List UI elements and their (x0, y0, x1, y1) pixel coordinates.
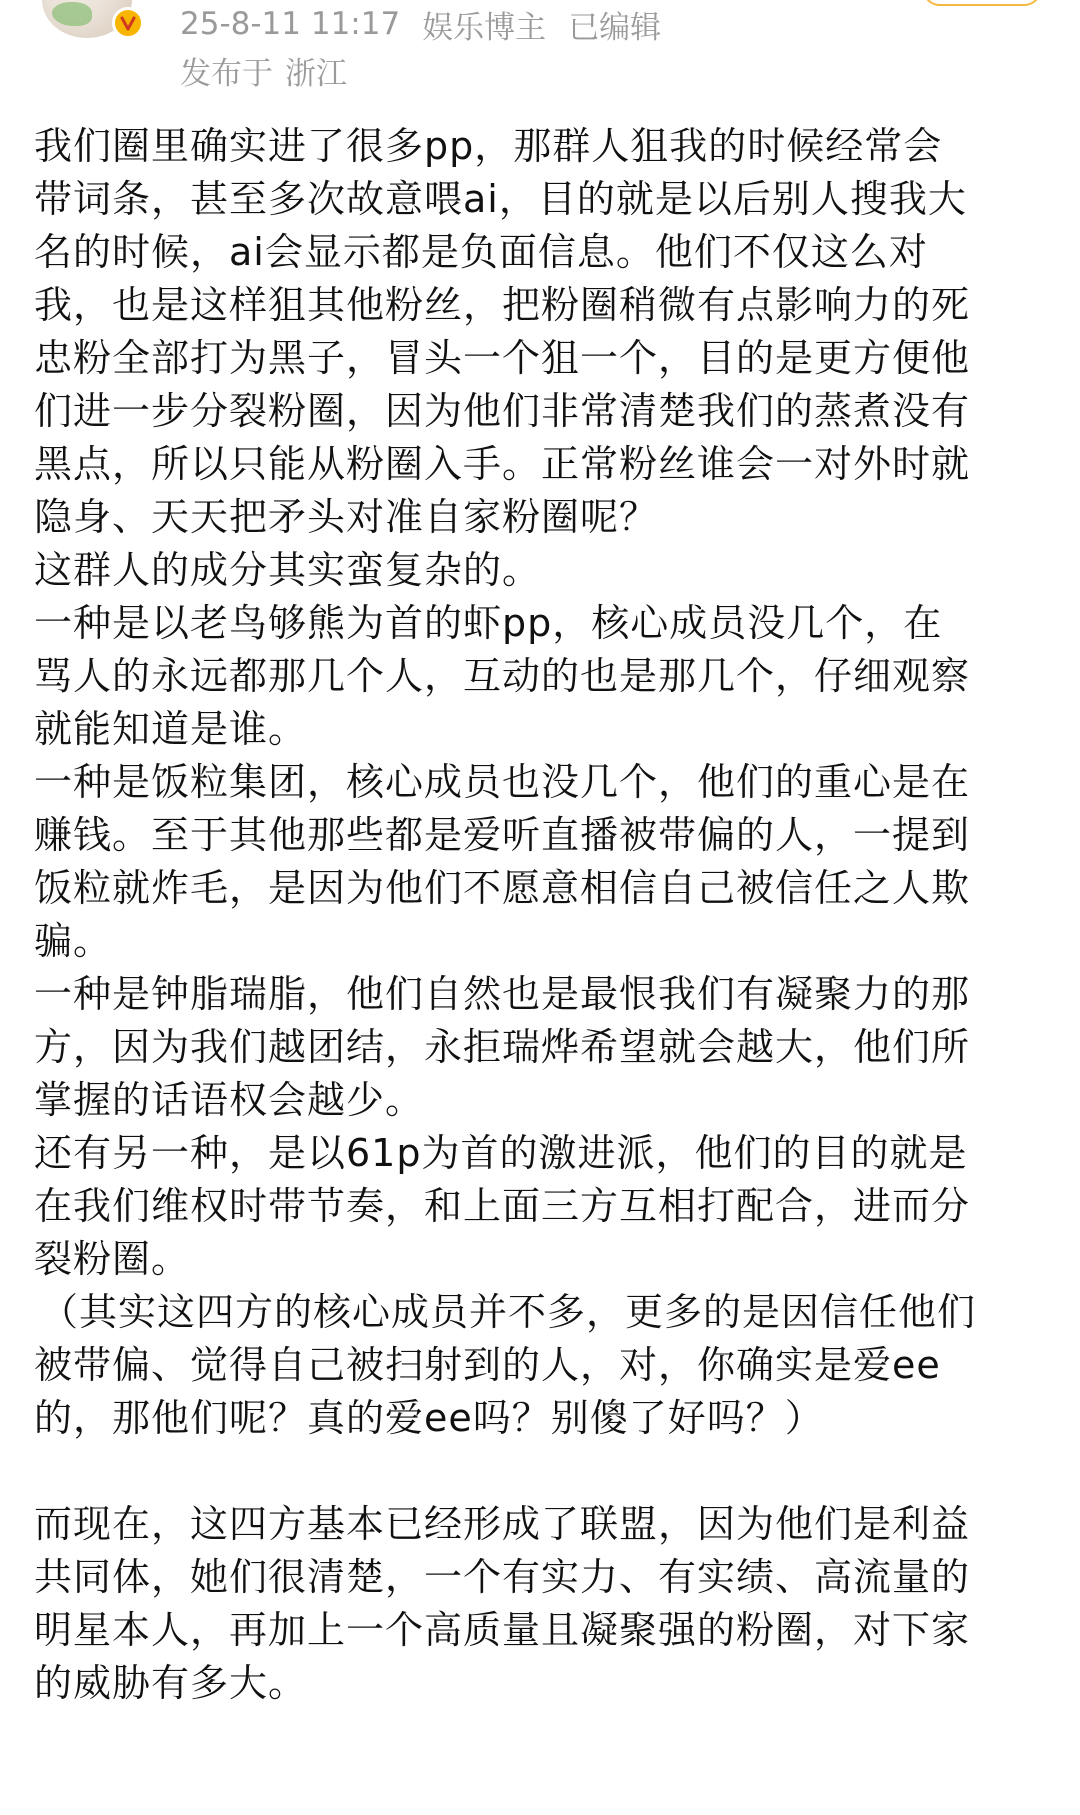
post-text-line: 饭粒就炸毛，是因为他们不愿意相信自己被信任之人欺 (34, 866, 971, 910)
post-text-line: 方，因为我们越团结，永拒瑞烨希望就会越大，他们所 (34, 1025, 971, 1069)
post-text-line: 黑点，所以只能从粉圈入手。正常粉丝谁会一对外时就 (34, 442, 971, 486)
post-text-line: 裂粉圈。 (34, 1237, 191, 1281)
post-text-line: 在我们维权时带节奏，和上面三方互相打配合，进而分 (34, 1184, 971, 1228)
post-text-line: 一种是饭粒集团，核心成员也没几个，他们的重心是在 (34, 760, 971, 804)
post-text-line: 明星本人，再加上一个高质量且凝聚强的粉圈，对下家 (34, 1608, 971, 1652)
post-text-line: 就能知道是谁。 (34, 707, 308, 751)
post-text-line: 还有另一种，是以61p为首的激进派，他们的目的就是 (34, 1131, 968, 1175)
post-body (34, 120, 1046, 1710)
post-text-line: 一种是钟脂瑞脂，他们自然也是最恨我们有凝聚力的那 (34, 972, 971, 1016)
post-text-line: 赚钱。至于其他那些都是爱听直播被带偏的人，一提到 (34, 813, 971, 857)
post-text-line: 的威胁有多大。 (34, 1661, 308, 1705)
location-name: 浙江 (285, 55, 347, 92)
post-text-line: 名的时候，ai会显示都是负面信息。他们不仅这么对 (34, 230, 928, 274)
follow-button[interactable] (922, 0, 1042, 6)
post-text-line: （其实这四方的核心成员并不多，更多的是因信任他们 (40, 1290, 977, 1334)
post-text-line: 我们圈里确实进了很多pp，那群人狙我的时候经常会 (34, 124, 943, 168)
post-location (180, 48, 347, 92)
avatar-decoration (52, 2, 92, 26)
post-text-line: 骗。 (34, 919, 113, 963)
post-text-line: 们进一步分裂粉圈，因为他们非常清楚我们的蒸煮没有 (34, 389, 971, 433)
post-text-line: 共同体，她们很清楚，一个有实力、有实绩、高流量的 (34, 1555, 971, 1599)
post-text-line: 被带偏、觉得自己被扫射到的人，对，你确实是爱ee (34, 1343, 941, 1387)
post-text-line: 忠粉全部打为黑子，冒头一个狙一个，目的是更方便他 (34, 336, 971, 380)
post-text-line: 而现在，这四方基本已经形成了联盟，因为他们是利益 (34, 1502, 971, 1546)
post-header (0, 0, 1080, 110)
published-prefix: 发布于 (180, 55, 273, 92)
post-text-line: 掌握的话语权会越少。 (34, 1078, 425, 1122)
post-text-line: 一种是以老鸟够熊为首的虾pp，核心成员没几个，在 (34, 601, 943, 645)
post-text-line: 骂人的永远都那几个人，互动的也是那几个，仔细观察 (34, 654, 971, 698)
post-text-line: 的，那他们呢？真的爱ee吗？别傻了好吗？） (34, 1396, 824, 1440)
verified-badge-icon (112, 7, 144, 39)
post-text-line: 带词条，甚至多次故意喂ai，目的就是以后别人搜我大 (34, 177, 967, 221)
post-date: 25-8-11 11:17 (180, 6, 401, 42)
blank-line (34, 1445, 1046, 1498)
post-text-line: 我，也是这样狙其他粉丝，把粉圈稍微有点影响力的死 (34, 283, 971, 327)
verified-v-icon (119, 14, 137, 32)
post-text-line: 隐身、天天把矛头对准自家粉圈呢？ (34, 495, 659, 539)
edited-label: 已编辑 (568, 9, 662, 46)
post-text-line: 这群人的成分其实蛮复杂的。 (34, 548, 542, 592)
post-meta (180, 2, 661, 46)
author-role: 娱乐博主 (422, 9, 547, 46)
